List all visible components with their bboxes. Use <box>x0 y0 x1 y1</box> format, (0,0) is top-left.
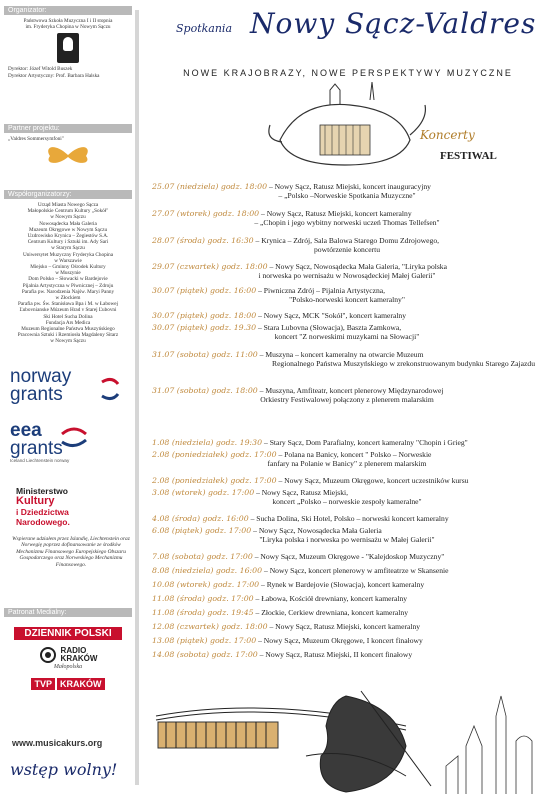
list-item <box>152 323 542 341</box>
tvp-krakow-logo <box>4 678 132 690</box>
coorg-line: Uzdrowisko Krynica – Żegiestów S.A. <box>27 233 109 240</box>
event-text: – Polana na Banicy, koncert " Polsko – Norweskie <box>278 450 432 459</box>
radio-word: RADIO <box>60 646 87 655</box>
event-date: 30.07 (piątek) godz. 16:00 <box>152 286 257 295</box>
support-text-block <box>12 536 130 568</box>
event-text: – Nowy Sącz, Muzeum Okręgowe - "Kalejdoskop Muzyczny" <box>254 552 445 561</box>
support-text: Wspierane udziałem przez Islandię, Liechtenstein oraz Norwegię poprzez dofinansowanie ze środków Mechanizmu Finansowego Europejskiego Obszaru Gospodarczego oraz Norweskiego Mechanizmu Finansowego. <box>12 536 130 568</box>
event-date: 30.07 (piątek) godz. 19.30 <box>152 323 257 332</box>
norway-swirl-icon <box>98 376 122 402</box>
event-date: 27.07 (wtorek) godz. 18:00 <box>152 209 260 218</box>
list-item <box>152 514 542 523</box>
event-cont: koncert „Polsko – norweskie zespoły kameralne" <box>272 497 422 507</box>
event-text: – Nowy Sącz, Ratusz Miejski, koncert inauguracyjny <box>268 182 431 191</box>
coorg-line: Nowosądecka Mała Galeria <box>39 220 97 227</box>
coorg-line: w Złockiem <box>55 295 81 302</box>
list-item <box>152 636 542 645</box>
coorg-line: Centrum Kultury i Sztuki im. Ady Sari <box>27 239 109 246</box>
event-date: 12.08 (czwartek) godz. 18:00 <box>152 622 268 631</box>
coorg-list <box>4 202 132 345</box>
event-cont: fanfary na Polanie w Banicy" z plenerem malarskim <box>267 459 427 469</box>
coorg-line: Pracownia Sztuki i Rzemiosła Magdaleny Sitarz <box>17 332 119 339</box>
event-text: – Nowy Sącz, MCK "Sokół", koncert kameralny <box>258 311 407 320</box>
coorg-line: Parafia pw. Narodzenia Najśw. Maryi Panny <box>21 288 115 295</box>
list-item <box>152 580 542 589</box>
event-text: – Rynek w Bardejovie (Słowacja), koncert kameralny <box>261 580 425 589</box>
event-date: 11.08 (środa) godz. 19:45 <box>152 608 254 617</box>
partner-section <box>4 124 132 173</box>
list-item <box>152 386 542 404</box>
media-section <box>4 608 132 690</box>
event-text: – Krynica – Zdrój, Sala Balowa Starego Domu Zdrojowego, <box>255 236 440 245</box>
list-item <box>152 438 542 447</box>
organizer-line: Państwowa Szkoła Muzyczna I i II stopnia <box>23 18 113 24</box>
list-item <box>152 311 542 320</box>
coorg-line: Miejsko – Gminny Ośrodek Kultury <box>30 264 106 271</box>
event-date: 1.08 (niedziela) godz. 19:30 <box>152 438 263 447</box>
event-date: 13.08 (piątek) godz. 17:00 <box>152 636 257 645</box>
koncerty-text: Koncerty <box>420 128 475 142</box>
event-text: – Muszyna, Amfiteatr, koncert plenerowy Międzynarodowej <box>259 386 444 395</box>
free-entry-text: wstęp wolny! <box>10 760 118 779</box>
radio-krakow-logo <box>4 646 132 664</box>
event-cont: – „Chopin i jego wybitny norweski uczeń Thomas Tellefsen" <box>254 218 440 228</box>
coorg-line: Pijalnia Artystyczna w Piwnicznej – Zdroju <box>22 282 114 289</box>
event-date: 28.07 (środa) godz. 16:30 <box>152 236 254 245</box>
teapot-town-illustration <box>260 80 430 170</box>
coorg-line: Uniwersytet Muzyczny Fryderyka Chopina <box>22 251 114 258</box>
event-text: – Sucha Dolina, Ski Hotel, Polsko – norweski koncert kameralny <box>250 514 449 523</box>
organizer-header: Organizator: <box>4 6 132 15</box>
tvp-krakow-word: KRAKÓW <box>57 678 105 690</box>
coorg-line: Ski Hotel Sucha Dolina <box>43 313 93 320</box>
norway-grants-logo <box>10 368 138 404</box>
event-cont: koncert "Z norweskimi muzykami na Słowacji" <box>274 332 420 342</box>
partner-name: „Valdres Sommersymfoni" <box>8 136 64 142</box>
event-text: – Nowy Sącz, koncert plenerowy w amfiteatrze w Skansenie <box>264 566 449 575</box>
event-text: – Nowy Sącz, Muzeum Okręgowe, I koncert finałowy <box>258 636 423 645</box>
ministry-line: Kultury <box>16 495 55 507</box>
ministry-logo <box>16 486 144 527</box>
list-item <box>152 476 542 485</box>
coorg-line: w Muszynie <box>55 270 81 277</box>
main-title: Nowy Sącz-Valdres <box>250 7 537 40</box>
event-text: – Piwniczna Zdrój – Pijalnia Artystyczna, <box>258 286 386 295</box>
ministry-line: i Dziedzictwa <box>16 507 69 517</box>
organizer-line: im. Fryderyka Chopina w Nowym Sączu <box>25 24 111 31</box>
ministry-line: Ministerstwo <box>16 486 68 496</box>
coorg-line: Muzeum Regionalne Państwa Muszyńskiego <box>21 326 115 333</box>
dziennik-polski-logo: DZIENNIK POLSKI <box>14 627 122 640</box>
event-text: – Nowy Sącz, Ratusz Miejski, koncert kameralny <box>261 209 412 218</box>
list-item <box>152 622 542 631</box>
event-text: – Nowy Sącz, Ratusz Miejski, II koncert finałowy <box>259 650 413 659</box>
coorg-line: w Starym Sączu <box>51 245 85 252</box>
coorg-line: w Warszawie <box>54 257 82 264</box>
coorg-line: Dom Polsko – Słowacki w Bardejovie <box>28 276 108 283</box>
event-text: – Nowy Sącz, Ratusz Miejski, <box>256 488 349 497</box>
event-date: 11.08 (środa) godz. 17:00 <box>152 594 254 603</box>
event-date: 8.08 (niedziela) godz. 16:00 <box>152 566 263 575</box>
event-cont: i norweska po wernisażu w Nowosądeckiej Małej Galerii" <box>258 271 436 281</box>
ministry-line: Narodowego. <box>16 517 70 527</box>
list-item <box>152 526 542 544</box>
krakow-word: KRAKÓW <box>60 654 98 663</box>
event-date: 25.07 (niedziela) godz. 18:00 <box>152 182 268 191</box>
event-cont: – „Polsko –Norweskie Spotkania Muzyczne" <box>278 191 416 201</box>
list-item <box>152 566 542 575</box>
event-text: – Stara Lubovna (Słowacja), Baszta Zamkowa, <box>257 323 402 332</box>
list-item <box>152 594 542 603</box>
eea-subtitle: Iceland Liechtenstein norway <box>10 458 70 463</box>
partner-header: Partner projektu: <box>4 124 132 133</box>
coorg-line: w Nowym Sączu <box>50 214 86 221</box>
list-item <box>152 236 542 254</box>
coorg-header: Współorganizatorzy: <box>4 190 132 199</box>
event-text: – Złockie, Cerkiew drewniana, koncert kameralny <box>255 608 408 617</box>
event-date: 31.07 (sobota) godz. 11:00 <box>152 350 258 359</box>
coorg-line: Parafia pw. Św. Stanisława Bpa i M. w Łabowej <box>17 301 119 308</box>
list-item <box>152 350 542 368</box>
list-item <box>152 488 542 506</box>
event-date: 7.08 (sobota) godz. 17:00 <box>152 552 253 561</box>
norway-word: norway <box>10 366 72 387</box>
subtitle: NOWE KRAJOBRAZY, NOWE PERSPEKTYWY MUZYCZNE <box>183 68 513 78</box>
event-date: 10.08 (wtorek) godz. 17:00 <box>152 580 260 589</box>
event-date: 30.07 (piątek) godz. 18:00 <box>152 311 257 320</box>
malopolska-text: Małopolska <box>53 664 83 670</box>
event-cont: powtórzenie koncertu <box>314 245 380 255</box>
event-text: – Nowy Sącz, Nowosądecka Mała Galeria <box>253 526 382 535</box>
eea-grants-word: grants <box>10 438 63 459</box>
list-item <box>152 552 542 561</box>
list-item <box>152 209 542 227</box>
event-date: 6.08 (piątek) godz. 17:00 <box>152 526 252 535</box>
website-link[interactable]: www.musicakurs.org <box>12 738 103 748</box>
event-date: 3.08 (wtorek) godz. 17:00 <box>152 488 255 497</box>
media-header: Patronat Medialny: <box>4 608 132 617</box>
event-cont: Orkiestry Festiwalowej połączony z plenerem malarskim <box>260 395 434 405</box>
event-text: – Nowy Sącz, Ratusz Miejski, koncert kameralny <box>269 622 421 631</box>
event-text: – Łabowa, Kościół drewniany, koncert kameralny <box>255 594 408 603</box>
event-date: 2.08 (poniedziałek) godz. 17:00 <box>152 476 277 485</box>
list-item <box>152 608 542 617</box>
event-text: – Nowy Sącz, Nowosądecka Mała Galeria, "Liryka polska <box>269 262 447 271</box>
event-text: – Nowy Sącz, Muzeum Okręgowe, koncert uczestników kursu <box>278 476 469 485</box>
coorg-line: Małopolskie Centrum Kultury „Sokół" <box>27 208 109 215</box>
sidebar-divider <box>135 10 139 785</box>
director-text: Dyrektor: Józef Witold Buszek <box>8 66 73 73</box>
title-area <box>150 2 546 162</box>
grants-word: grants <box>10 384 63 405</box>
coorganizers-section <box>4 190 132 345</box>
eea-swirl-icon <box>60 424 90 450</box>
art-director-text: Dyrektor Artystyczny: Prof. Barbara Halska <box>8 72 100 79</box>
list-item <box>152 262 542 280</box>
list-item <box>152 286 542 304</box>
sidebar <box>4 6 132 792</box>
list-item <box>152 650 542 659</box>
coorg-line: w Nowym Sączu <box>50 338 86 345</box>
event-text: – Stary Sącz, Dom Parafialny, koncert kameralny "Chopin i Grieg" <box>264 438 468 447</box>
coorg-line: Urząd Miasta Nowego Sącza <box>37 202 99 208</box>
event-date: 2.08 (poniedziałek) godz. 17:00 <box>152 450 277 459</box>
chopin-portrait-icon <box>57 33 79 63</box>
event-date: 4.08 (środa) godz. 16:00 <box>152 514 249 523</box>
coorg-line: Muzeum Okręgowe w Nowym Sączu <box>28 226 108 233</box>
coorg-line: Ľubovnianske Múzeum Hrad v Starej Ľubovni <box>19 307 117 314</box>
tvp-word: TVP <box>31 678 55 690</box>
event-cont: "Liryka polska i norweska po wernisażu w Małej Galerii" <box>259 535 435 545</box>
violin-town-illustration <box>146 686 546 796</box>
event-cont: "Polsko-norweski koncert kameralny" <box>289 295 405 305</box>
list-item <box>152 182 542 200</box>
spotkania-text: Spotkania <box>176 22 233 35</box>
organizer-section <box>4 6 132 79</box>
event-date: 31.07 (sobota) godz. 18:00 <box>152 386 258 395</box>
festiwal-text: FESTIWAL <box>440 150 497 162</box>
eea-grants-logo <box>10 422 138 463</box>
butterfly-logo-icon <box>4 142 132 168</box>
radio-circle-icon <box>39 646 57 664</box>
event-text: – Muszyna – koncert kameralny na otwarcie Muzeum <box>259 350 424 359</box>
event-date: 29.07 (czwartek) godz. 18:00 <box>152 262 268 271</box>
list-item <box>152 450 542 468</box>
coorg-line: Fundacja Ars Medica <box>45 319 91 326</box>
event-date: 14.08 (sobota) godz. 17:00 <box>152 650 258 659</box>
event-cont: Regionalnego Państwa Muszyńskiego w zrekonstruowanym budynku Starego Zajazdu <box>272 359 535 369</box>
eea-word: eea <box>10 420 42 441</box>
